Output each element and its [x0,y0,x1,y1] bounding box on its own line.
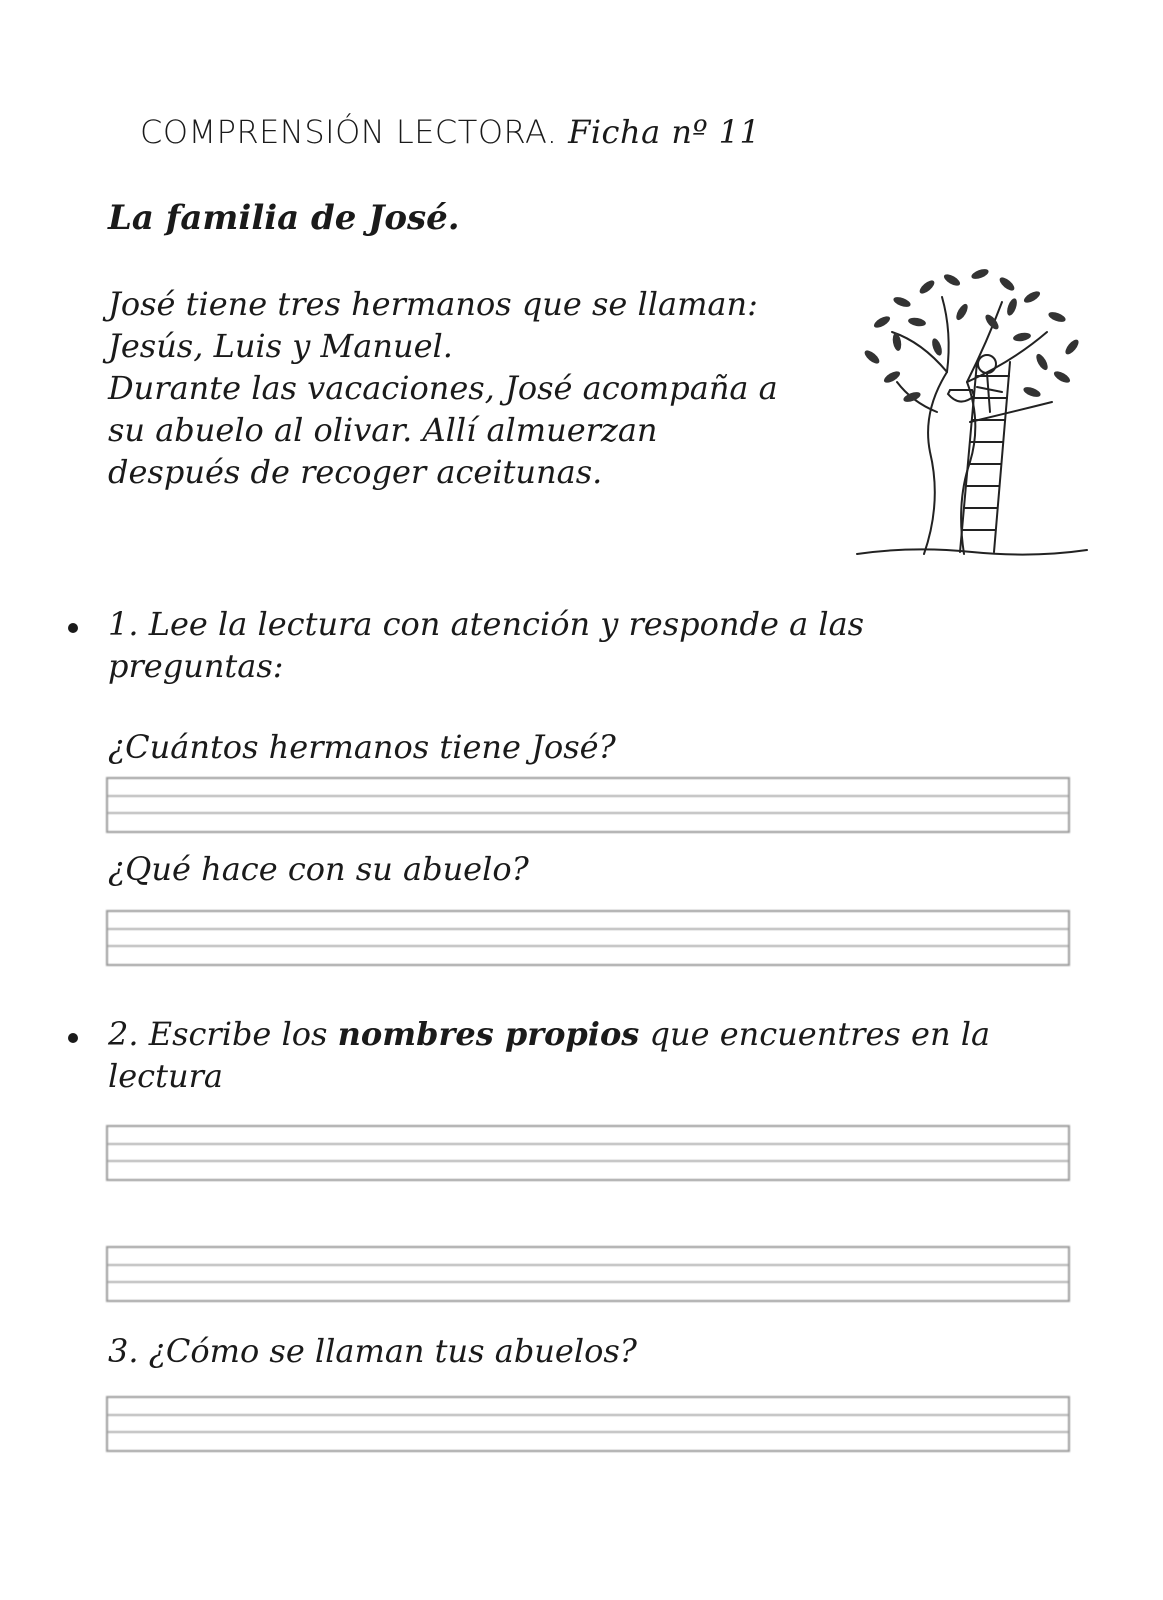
exercise-1-instruction: 1. Lee la lectura con atención y responde a las [108,605,865,643]
reading-line: Durante las vacaciones, José acompaña a [108,369,778,407]
answer-lines-grandfather[interactable] [106,910,1070,966]
header-main-text: COMPRENSIÓN LECTORA. [140,113,558,151]
question-siblings: ¿Cuántos hermanos tiene José? [108,728,616,766]
reading-line: después de recoger aceitunas. [108,453,603,491]
olive-tree-ladder-icon [852,262,1092,580]
exercise-2-instruction-cont: lectura [108,1057,223,1095]
reading-title: La familia de José. [108,198,460,238]
answer-lines-siblings[interactable] [106,777,1070,833]
reading-line: José tiene tres hermanos que se llaman: [108,285,758,323]
worksheet-header [140,112,760,151]
question-grandfather: ¿Qué hace con su abuelo? [108,850,529,888]
reading-line: su abuelo al olivar. Allí almuerzan [108,411,658,449]
answer-lines-grandparents[interactable] [106,1396,1070,1452]
exercise-2-post: que encuentres en la [639,1015,991,1053]
answer-lines-proper-names-2[interactable] [106,1246,1070,1302]
reading-text [108,283,848,493]
bullet-point [68,1033,78,1043]
exercise-1-instruction-cont: preguntas: [108,647,284,685]
exercise-2-instruction [108,1013,990,1055]
header-sheet-number: Ficha nº 11 [557,113,761,151]
question-grandparents: 3. ¿Cómo se llaman tus abuelos? [108,1332,637,1370]
exercise-2-bold: nombres propios [337,1015,640,1053]
reading-line: Jesús, Luis y Manuel. [108,327,453,365]
exercise-2-pre: 2. Escribe los [108,1015,338,1053]
answer-lines-proper-names-1[interactable] [106,1125,1070,1181]
bullet-point [68,623,78,633]
